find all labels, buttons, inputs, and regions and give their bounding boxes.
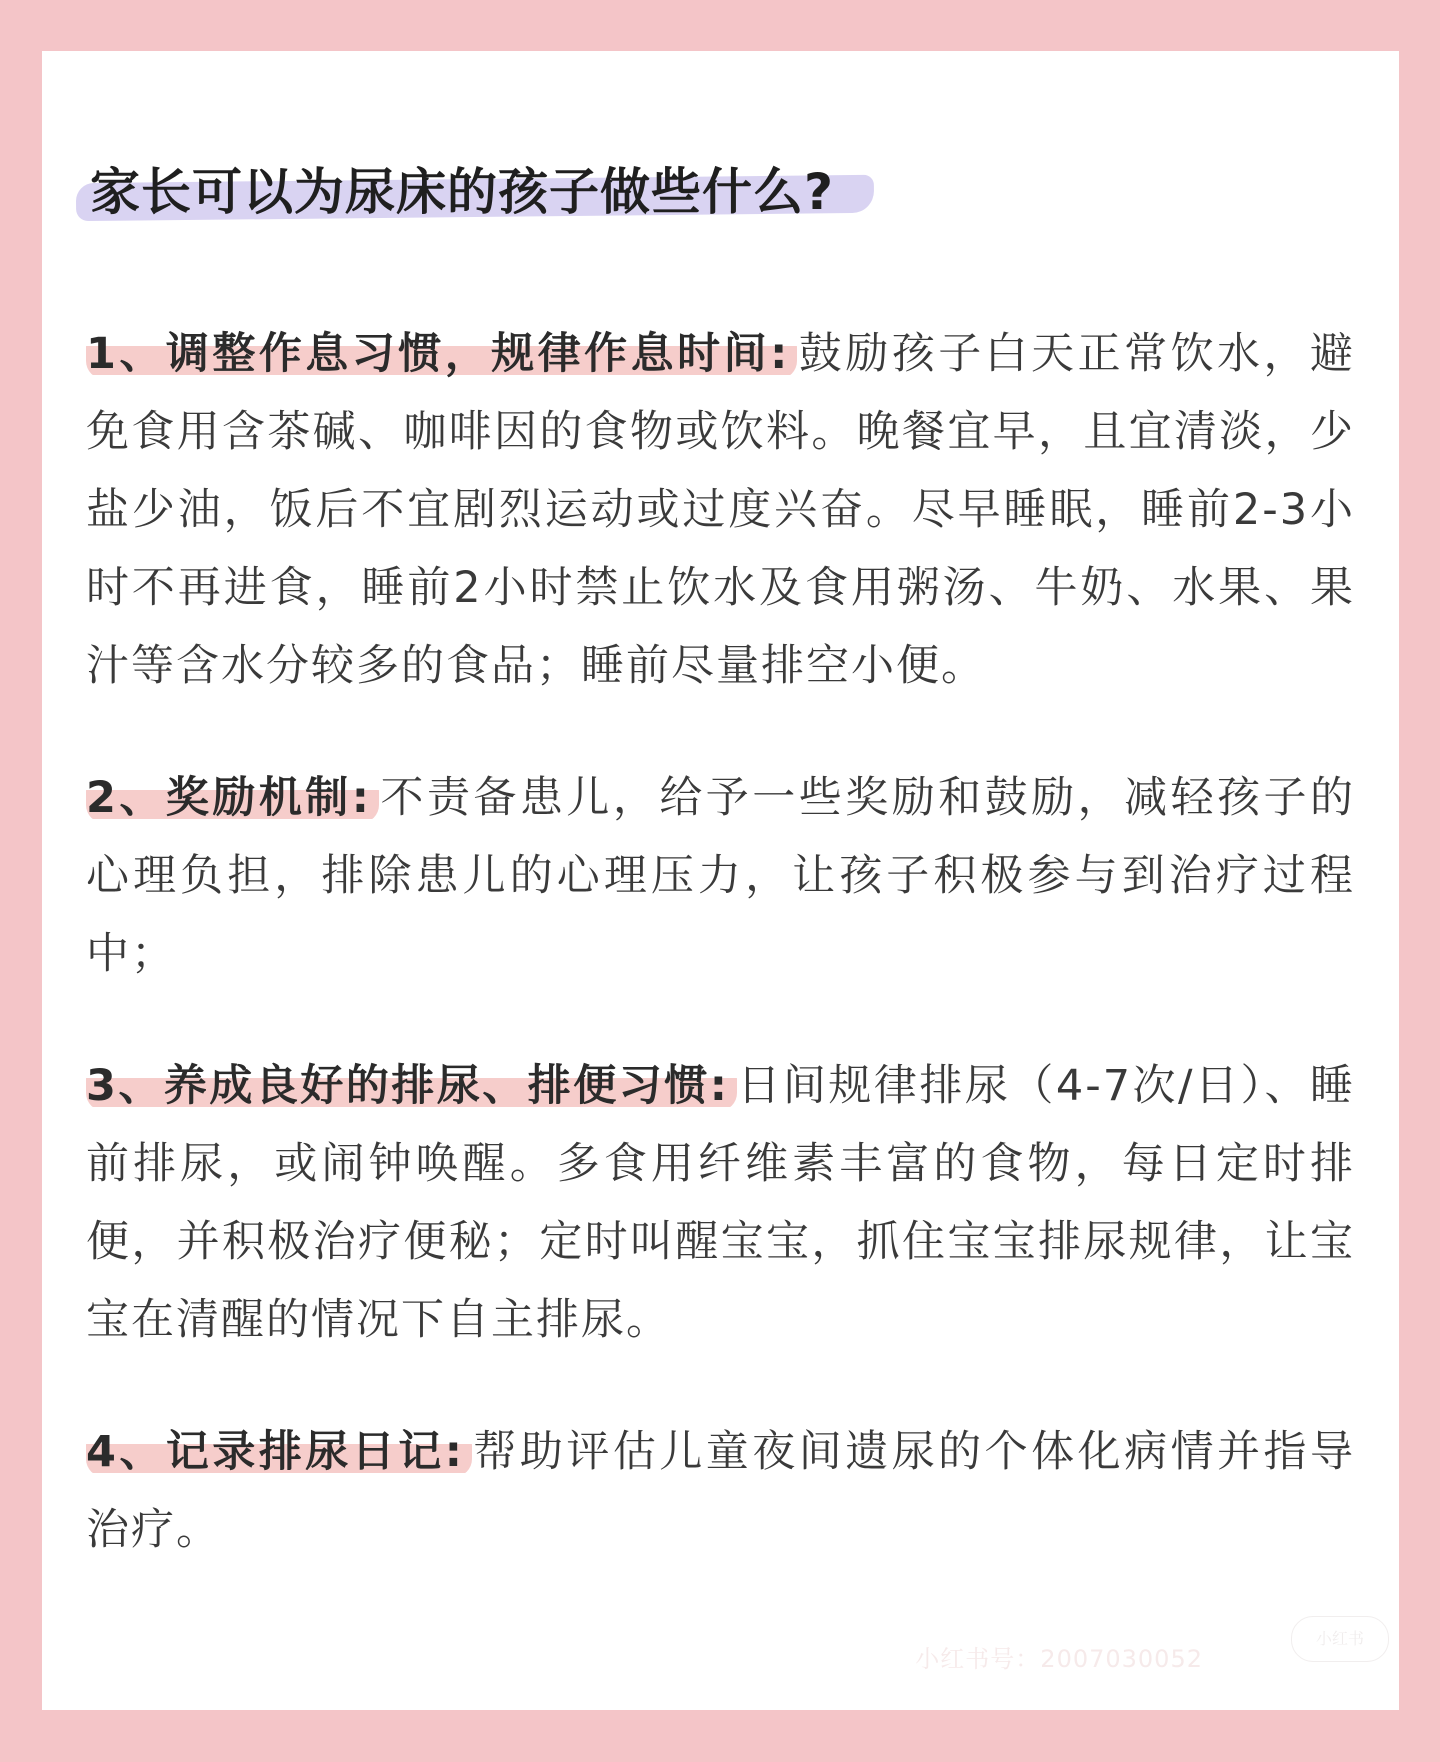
tip-body-4: 帮助评估儿童夜间遗尿的个体化病情并指导治疗。 (86, 1427, 1355, 1555)
page-title: 家长可以为尿床的孩子做些什么? (90, 163, 835, 221)
tip-heading-1: 1、调整作息习惯，规律作息时间: (86, 329, 797, 379)
tip-body-1: 鼓励孩子白天正常饮水，避免食用含茶碱、咖啡因的食物或饮料。晚餐宜早，且宜清淡，少盐少油，饭后不宜剧烈运动或过度兴奋。尽早睡眠，睡前2-3小时不再进食，睡前2小时禁止饮水及食用粥汤、牛奶、水果、果汁等含水分较多的食品；睡前尽量排空小便。 (86, 329, 1356, 691)
tip-section-4 (86, 1413, 1355, 1569)
tip-section-3 (86, 1047, 1355, 1359)
tip-heading-2: 2、奖励机制: (86, 773, 379, 823)
tip-heading-4: 4、记录排尿日记: (86, 1427, 472, 1477)
tip-section-1 (86, 315, 1355, 705)
title-block (86, 147, 838, 237)
tip-body-2: 不责备患儿，给予一些奖励和鼓励，减轻孩子的心理负担，排除患儿的心理压力，让孩子积极参与到治疗过程中； (86, 773, 1355, 979)
article-card (42, 51, 1399, 1710)
watermark-badge: 小红书 (1291, 1616, 1389, 1662)
tip-section-2 (86, 759, 1355, 993)
watermark-text: 小红书号：2007030052 (915, 1645, 1203, 1673)
tip-heading-3: 3、养成良好的排尿、排便习惯: (86, 1061, 737, 1111)
tip-body-3: 日间规律排尿（4-7次/日）、睡前排尿，或闹钟唤醒。多食用纤维素丰富的食物，每日定时排便，并积极治疗便秘；定时叫醒宝宝，抓住宝宝排尿规律，让宝宝在清醒的情况下自主排尿。 (86, 1061, 1355, 1345)
